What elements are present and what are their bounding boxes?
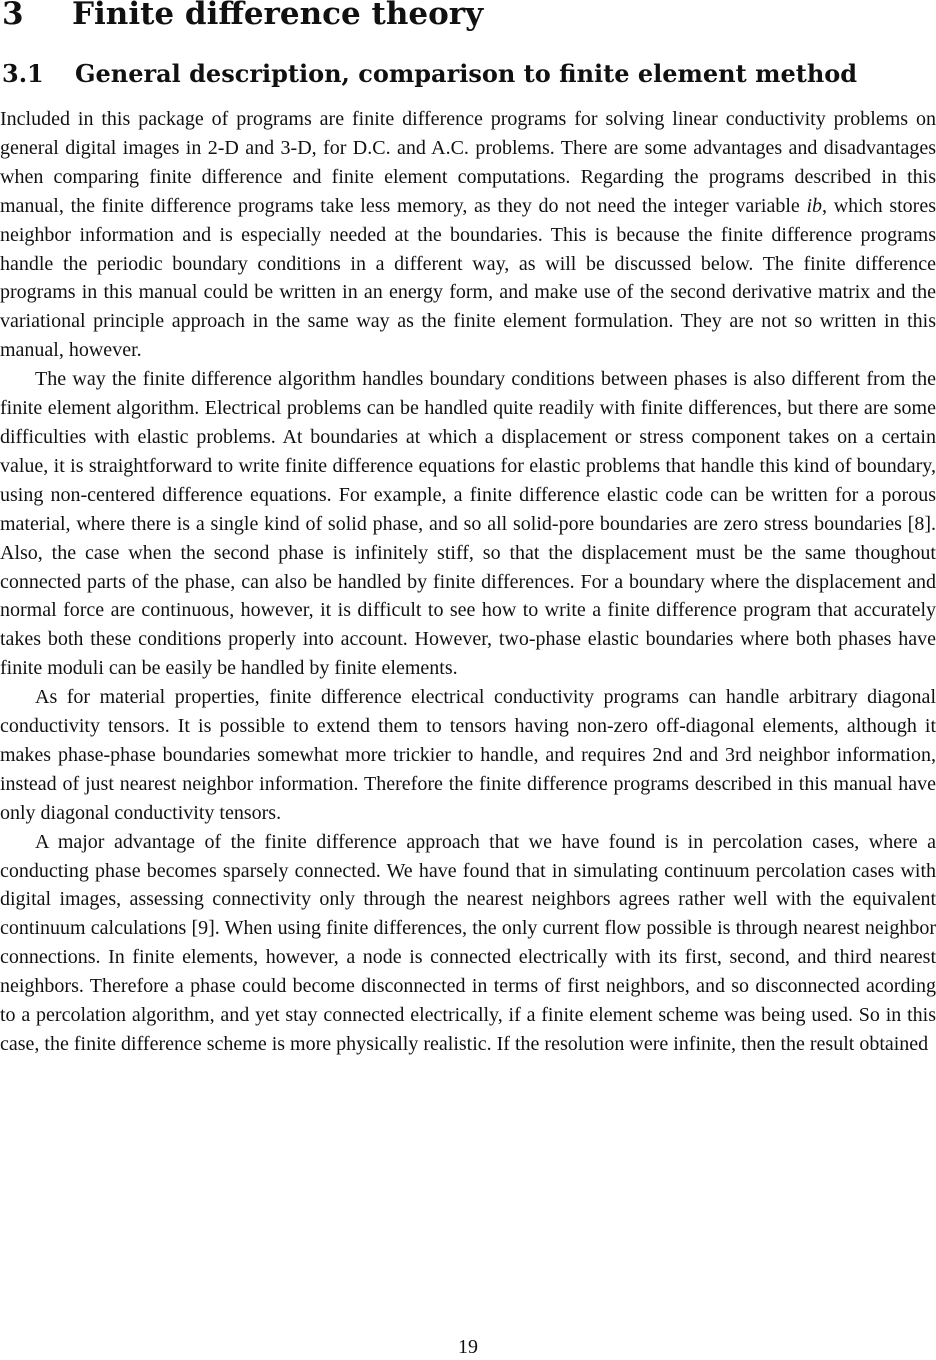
paragraph-1-part-b: , which stores neighbor information and is especially needed at the boundaries. This is because the finite difference programs handle the periodic boundary conditions in a different way, as will be discussed below. The finite difference programs in this manual could be written in an energy form, and make use of the second derivative matrix and the variational principle approach in the same way as the finite element formulation. They are not so written in this manual, however. — [0, 194, 936, 362]
paragraph-1-part-a: Included in this package of programs are finite difference programs for solving linear conductivity problems on general digital images in 2-D and 3-D, for D.C. and A.C. problems. There are some advantages and disadvantages when comparing finite difference and finite element computations. Regarding the programs described in this manual, the finite difference programs take less memory, as they do not need the integer variable — [0, 108, 936, 217]
paragraph-1 — [0, 105, 936, 365]
subsection-heading — [2, 58, 857, 90]
subsection-number: 3.1 — [2, 59, 44, 88]
body-text — [0, 105, 936, 1059]
paragraph-3: As for material properties, finite difference electrical conductivity programs can handle arbitrary diagonal conductivity tensors. It is possible to extend them to tensors having non-zero off-diagonal elements, although it makes phase-phase boundaries somewhat more trickier to handle, and requires 2nd and 3rd neighbor information, instead of just nearest neighbor information. Therefore the finite difference programs described in this manual have only diagonal conductivity tensors. — [0, 686, 936, 824]
section-heading — [2, 0, 483, 36]
variable-ib: ib — [806, 194, 823, 217]
subsection-title: General description, comparison to finite element method — [75, 59, 858, 88]
page-number: 19 — [458, 1336, 478, 1358]
paragraph-4: A major advantage of the finite difference approach that we have found is in percolation cases, where a conducting phase becomes sparsely connected. We have found that in simulating continuum percolation cases with digital images, assessing connectivity only through the nearest neighbors agrees rather well with the equivalent continuum calculations [9]. When using finite differences, the only current flow possible is through nearest neighbor connections. In finite elements, however, a node is connected electrically with its first, second, and third nearest neighbors. Therefore a phase could become disconnected in terms of first neighbors, and so disconnected acording to a percolation algorithm, and yet stay connected electrically, if a finite element scheme was being used. So in this case, the finite difference scheme is more physically realistic. If the resolution were infinite, then the result obtained — [0, 830, 936, 1055]
section-number: 3 — [2, 0, 24, 32]
paragraph-2: The way the finite difference algorithm handles boundary conditions between phases is also different from the finite element algorithm. Electrical problems can be handled quite readily with finite differences, but there are some difficulties with elastic problems. At boundaries at which a displacement or stress component takes on a certain value, it is straightforward to write finite difference equations for elastic problems that handle this kind of boundary, using non-centered difference equations. For example, a finite difference elastic code can be written for a porous material, where there is a single kind of solid phase, and so all solid-pore boundaries are zero stress boundaries [8]. Also, the case when the second phase is infinitely stiff, so that the displacement must be the same thoughout connected parts of the phase, can also be handled by finite differences. For a boundary where the displacement and normal force are continuous, however, it is difficult to see how to write a finite difference program that accurately takes both these conditions properly into account. However, two-phase elastic boundaries where both phases have finite moduli can be easily be handled by finite elements. — [0, 368, 936, 680]
section-title: Finite difference theory — [72, 0, 484, 32]
